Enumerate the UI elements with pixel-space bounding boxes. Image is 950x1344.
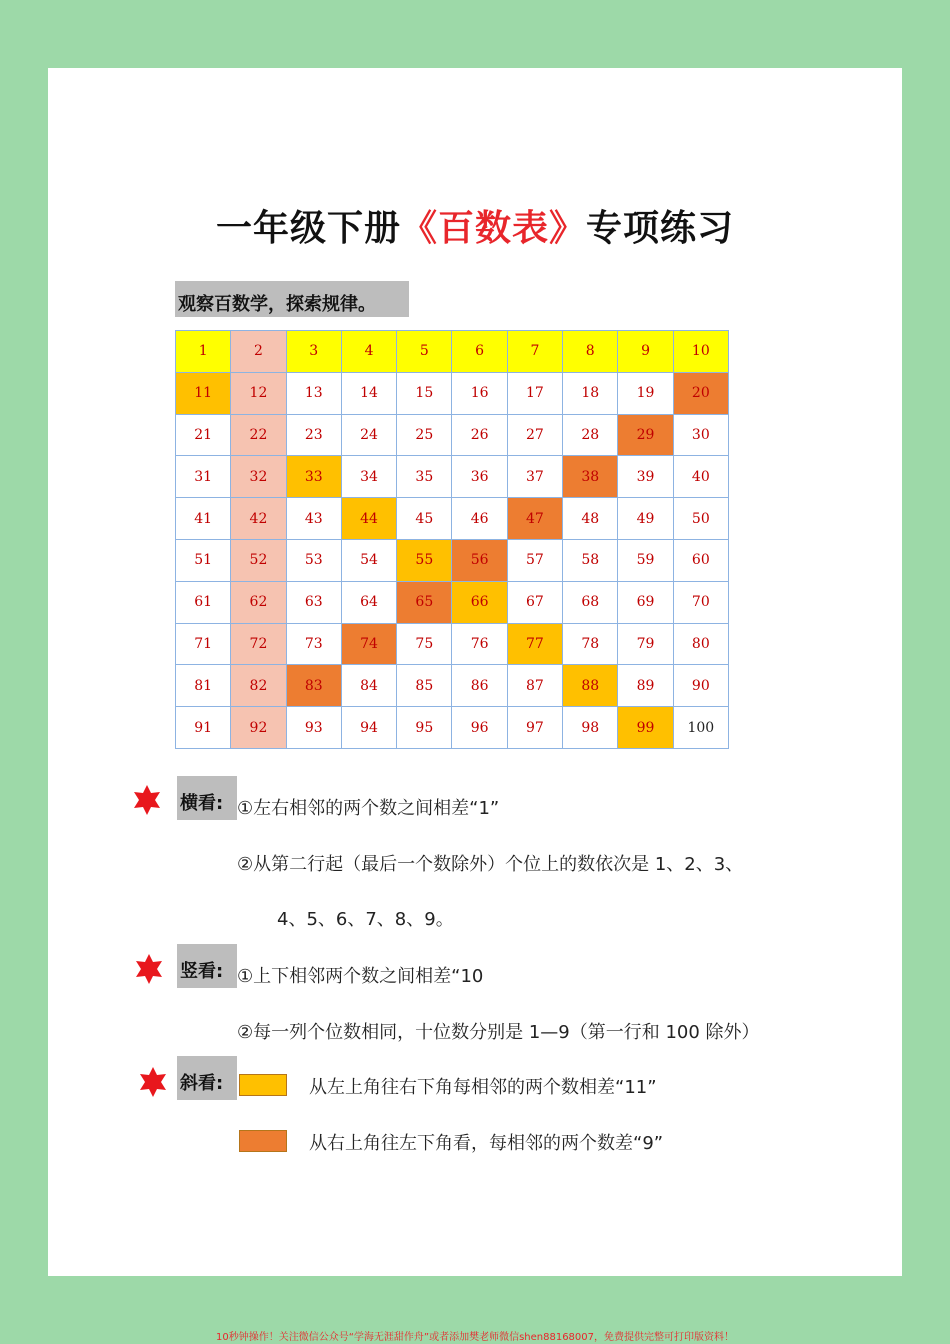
grid-cell: 52 [231, 539, 286, 581]
grid-cell: 33 [286, 456, 341, 498]
grid-cell: 19 [618, 372, 673, 414]
grid-cell: 39 [618, 456, 673, 498]
grid-cell: 4 [341, 331, 396, 373]
horizontal-label: 横看: [177, 776, 237, 820]
grid-cell: 40 [673, 456, 728, 498]
title-suffix: 专项练习 [586, 208, 735, 249]
red-star-icon [137, 1066, 169, 1098]
grid-cell: 90 [673, 665, 728, 707]
grid-cell: 3 [286, 331, 341, 373]
grid-cell: 56 [452, 539, 507, 581]
orange-swatch [239, 1130, 287, 1152]
grid-cell: 58 [563, 539, 618, 581]
diagonal-label: 斜看: [177, 1056, 237, 1100]
grid-cell: 84 [341, 665, 396, 707]
grid-cell: 65 [397, 581, 452, 623]
grid-cell: 89 [618, 665, 673, 707]
horizontal-line-3: 4、5、6、7、8、9。 [277, 909, 454, 930]
grid-row [176, 456, 729, 498]
grid-cell: 41 [176, 498, 231, 540]
grid-cell: 14 [341, 372, 396, 414]
grid-cell: 69 [618, 581, 673, 623]
grid-row [176, 331, 729, 373]
vertical-line-1: ①上下相邻两个数之间相差“10 [237, 966, 484, 987]
grid-cell: 5 [397, 331, 452, 373]
grid-cell: 93 [286, 707, 341, 749]
grid-cell: 100 [673, 707, 728, 749]
subtitle-banner: 观察百数学，探索规律。 [175, 281, 409, 317]
red-star-icon [131, 784, 163, 816]
grid-cell: 29 [618, 414, 673, 456]
grid-cell: 20 [673, 372, 728, 414]
grid-cell: 78 [563, 623, 618, 665]
grid-cell: 77 [507, 623, 562, 665]
grid-cell: 15 [397, 372, 452, 414]
grid-cell: 10 [673, 331, 728, 373]
grid-cell: 75 [397, 623, 452, 665]
grid-cell: 61 [176, 581, 231, 623]
vertical-line-2: ②每一列个位数相同，十位数分别是 1—9（第一行和 100 除外） [237, 1022, 760, 1043]
grid-cell: 71 [176, 623, 231, 665]
gold-swatch [239, 1074, 287, 1096]
grid-cell: 28 [563, 414, 618, 456]
grid-cell: 53 [286, 539, 341, 581]
vertical-label: 竖看: [177, 944, 237, 988]
grid-row [176, 707, 729, 749]
grid-row [176, 539, 729, 581]
grid-cell: 62 [231, 581, 286, 623]
grid-cell: 55 [397, 539, 452, 581]
grid-cell: 46 [452, 498, 507, 540]
page-title [0, 200, 950, 251]
grid-cell: 26 [452, 414, 507, 456]
grid-cell: 67 [507, 581, 562, 623]
grid-cell: 95 [397, 707, 452, 749]
horizontal-line-2: ②从第二行起（最后一个数除外）个位上的数依次是 1、2、3、 [237, 854, 744, 875]
grid-cell: 91 [176, 707, 231, 749]
hundred-chart-table [175, 330, 729, 749]
grid-cell: 64 [341, 581, 396, 623]
grid-cell: 1 [176, 331, 231, 373]
grid-cell: 37 [507, 456, 562, 498]
grid-cell: 74 [341, 623, 396, 665]
grid-cell: 83 [286, 665, 341, 707]
grid-cell: 44 [341, 498, 396, 540]
grid-cell: 73 [286, 623, 341, 665]
grid-cell: 6 [452, 331, 507, 373]
grid-cell: 49 [618, 498, 673, 540]
grid-cell: 47 [507, 498, 562, 540]
grid-cell: 45 [397, 498, 452, 540]
grid-row [176, 372, 729, 414]
grid-cell: 99 [618, 707, 673, 749]
grid-cell: 43 [286, 498, 341, 540]
grid-cell: 22 [231, 414, 286, 456]
grid-cell: 72 [231, 623, 286, 665]
grid-cell: 60 [673, 539, 728, 581]
grid-cell: 34 [341, 456, 396, 498]
grid-cell: 11 [176, 372, 231, 414]
grid-cell: 32 [231, 456, 286, 498]
grid-cell: 17 [507, 372, 562, 414]
grid-cell: 82 [231, 665, 286, 707]
grid-cell: 2 [231, 331, 286, 373]
grid-cell: 16 [452, 372, 507, 414]
grid-cell: 30 [673, 414, 728, 456]
red-star-icon [133, 953, 165, 985]
grid-cell: 7 [507, 331, 562, 373]
grid-cell: 94 [341, 707, 396, 749]
grid-cell: 98 [563, 707, 618, 749]
grid-cell: 59 [618, 539, 673, 581]
grid-cell: 86 [452, 665, 507, 707]
grid-cell: 51 [176, 539, 231, 581]
grid-cell: 85 [397, 665, 452, 707]
diagonal-line-1: 从左上角往右下角每相邻的两个数相差“11” [309, 1077, 657, 1098]
grid-cell: 88 [563, 665, 618, 707]
grid-row [176, 665, 729, 707]
grid-cell: 57 [507, 539, 562, 581]
footer-note: 10秒钟操作！关注微信公众号“学海无涯甜作舟”或者添加樊老师微信shen88168007，免费提供完整可打印版资料！ [215, 1332, 735, 1343]
grid-cell: 36 [452, 456, 507, 498]
grid-cell: 70 [673, 581, 728, 623]
grid-cell: 13 [286, 372, 341, 414]
grid-cell: 38 [563, 456, 618, 498]
grid-cell: 27 [507, 414, 562, 456]
grid-row [176, 623, 729, 665]
horizontal-line-1: ①左右相邻的两个数之间相差“1” [237, 798, 500, 819]
grid-cell: 68 [563, 581, 618, 623]
grid-cell: 97 [507, 707, 562, 749]
grid-cell: 25 [397, 414, 452, 456]
grid-cell: 92 [231, 707, 286, 749]
title-highlight: 《百数表》 [400, 208, 586, 249]
grid-cell: 50 [673, 498, 728, 540]
grid-cell: 8 [563, 331, 618, 373]
grid-cell: 12 [231, 372, 286, 414]
grid-cell: 42 [231, 498, 286, 540]
grid-cell: 9 [618, 331, 673, 373]
grid-cell: 79 [618, 623, 673, 665]
grid-cell: 54 [341, 539, 396, 581]
diagonal-line-2: 从右上角往左下角看，每相邻的两个数差“9” [309, 1133, 664, 1154]
grid-cell: 24 [341, 414, 396, 456]
grid-cell: 66 [452, 581, 507, 623]
grid-cell: 23 [286, 414, 341, 456]
grid-cell: 96 [452, 707, 507, 749]
grid-cell: 80 [673, 623, 728, 665]
grid-cell: 63 [286, 581, 341, 623]
grid-cell: 81 [176, 665, 231, 707]
grid-row [176, 498, 729, 540]
grid-cell: 48 [563, 498, 618, 540]
grid-cell: 18 [563, 372, 618, 414]
grid-row [176, 581, 729, 623]
grid-cell: 35 [397, 456, 452, 498]
grid-cell: 21 [176, 414, 231, 456]
title-prefix: 一年级下册 [215, 208, 401, 249]
grid-cell: 87 [507, 665, 562, 707]
grid-row [176, 414, 729, 456]
grid-cell: 76 [452, 623, 507, 665]
grid-cell: 31 [176, 456, 231, 498]
